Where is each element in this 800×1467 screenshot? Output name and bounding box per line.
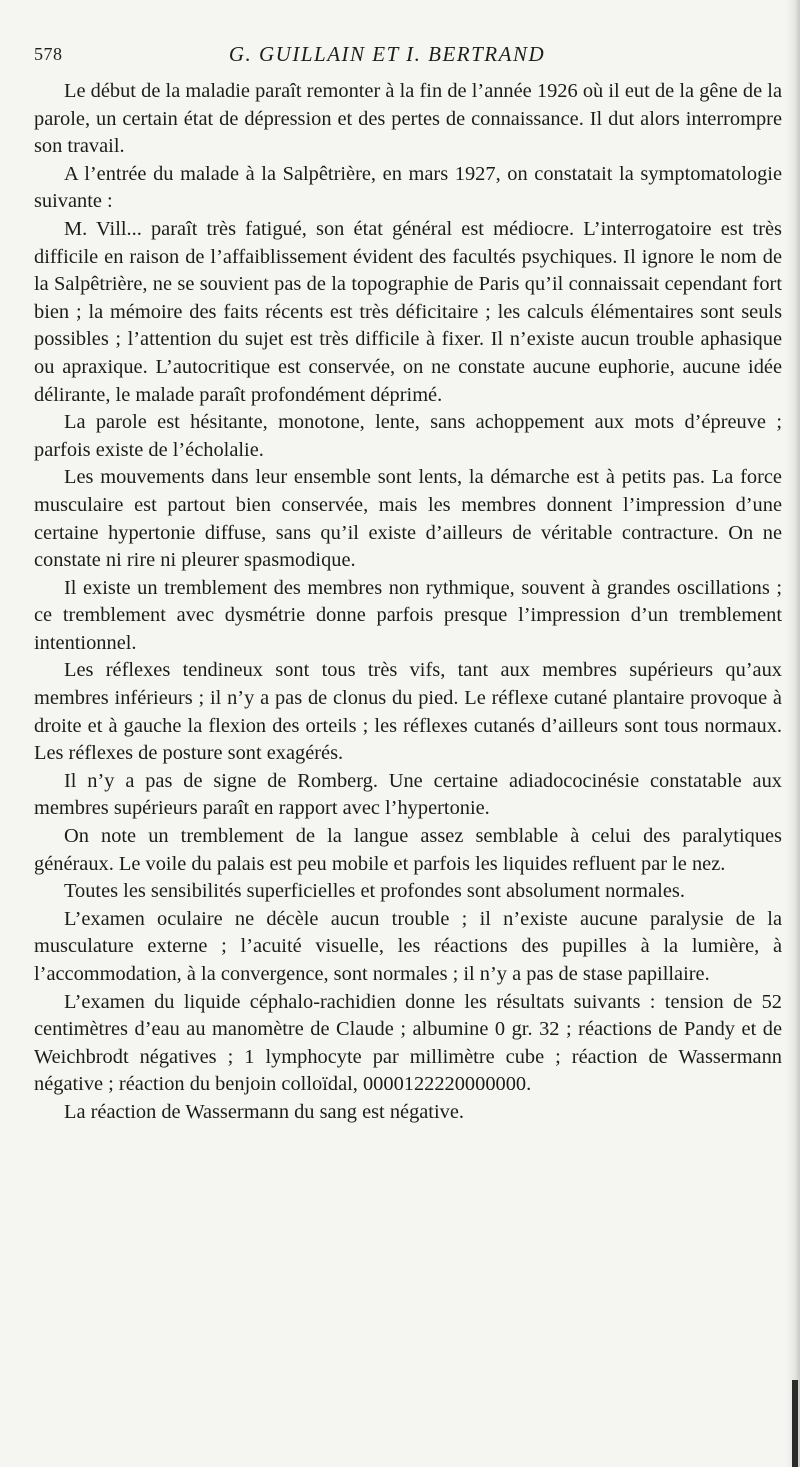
- paragraph: L’examen du liquide céphalo-rachidien donne les résultats suivants : tension de 52 centimètres d’eau au manomètre de Claude ; albumine 0 gr. 32 ; réactions de Pandy et de Weichbrodt négatives ; 1 lymphocyte par millimètre cube ; réaction de Wassermann négative ; réaction du benjoin colloïdal, 0000122220000000.: [34, 990, 782, 1096]
- paragraph: Toutes les sensibilités superficielles et profondes sont absolument normales.: [64, 880, 685, 903]
- scan-page-edge: [786, 0, 800, 1467]
- paragraph: A l’entrée du malade à la Salpêtrière, en mars 1927, on constatait la symptomatologie suivante :: [34, 162, 782, 213]
- paragraph: Il existe un tremblement des membres non rythmique, souvent à grandes oscillations ; ce tremblement avec dysmétrie donne parfois presque l’impression d’un tremblement intentionnel.: [34, 576, 782, 654]
- paragraph: On note un tremblement de la langue assez semblable à celui des paralytiques généraux. Le voile du palais est peu mobile et parfois les liquides refluent par le nez.: [34, 825, 782, 875]
- page-header: [34, 38, 780, 68]
- paragraph: Le début de la maladie paraît remonter à la fin de l’année 1926 où il eut de la gêne de la parole, un certain état de dépression et des pertes de connaissance. Il dut alors interrompre son travail.: [34, 80, 782, 158]
- paragraph: La réaction de Wassermann du sang est négative.: [64, 1100, 464, 1123]
- paragraph: L’examen oculaire ne décèle aucun trouble ; il n’existe aucune paralysie de la musculature externe ; l’acuité visuelle, les réactions des pupilles à la lumière, à l’accommodation, à la convergence, sont normales ; il n’y a pas de stase papillaire.: [34, 907, 782, 985]
- running-head: G. GUILLAIN ET I. BERTRAND: [228, 42, 546, 66]
- paragraph: La parole est hésitante, monotone, lente, sans achoppement aux mots d’épreuve ; parfois existe de l’écholalie.: [34, 411, 782, 461]
- paragraph: Les mouvements dans leur ensemble sont lents, la démarche est à petits pas. La force musculaire est partout bien conservée, mais les membres donnent l’impression d’une certaine hypertonie diffuse, sans qu’il existe d’ailleurs de véritable contracture. On ne constate ni rire ni pleurer spasmodique.: [34, 466, 782, 572]
- paragraph: M. Vill... paraît très fatigué, son état général est médiocre. L’interrogatoire est très difficile en raison de l’affaiblissement évident des facultés psychiques. Il ignore le nom de la Salpêtrière, ne se souvient pas de la topographie de Paris qu’il connaissait cependant fort bien ; la mémoire des faits récents est très déficitaire ; les calculs élémentaires sont seuls possibles ; l’attention du sujet est très difficile à fixer. Il n’existe aucun trouble aphasique ou apraxique. L’autocritique est conservée, on ne constate aucune euphorie, aucune idée délirante, le malade paraît profondément déprimé.: [34, 217, 782, 406]
- body-text: [34, 78, 782, 1127]
- paragraph: Les réflexes tendineux sont tous très vifs, tant aux membres supérieurs qu’aux membres inférieurs ; il n’y a pas de clonus du pied. Le réflexe cutané plantaire provoque à droite et à gauche la flexion des orteils ; les réflexes cutanés d’ailleurs sont tous normaux. Les réflexes de posture sont exagérés.: [34, 659, 782, 765]
- scan-edge-shadow: [792, 1380, 798, 1467]
- paragraph: Il n’y a pas de signe de Romberg. Une certaine adiadococinésie constatable aux membres supérieurs paraît en rapport avec l’hypertonie.: [34, 769, 782, 820]
- page-number: 578: [34, 44, 63, 64]
